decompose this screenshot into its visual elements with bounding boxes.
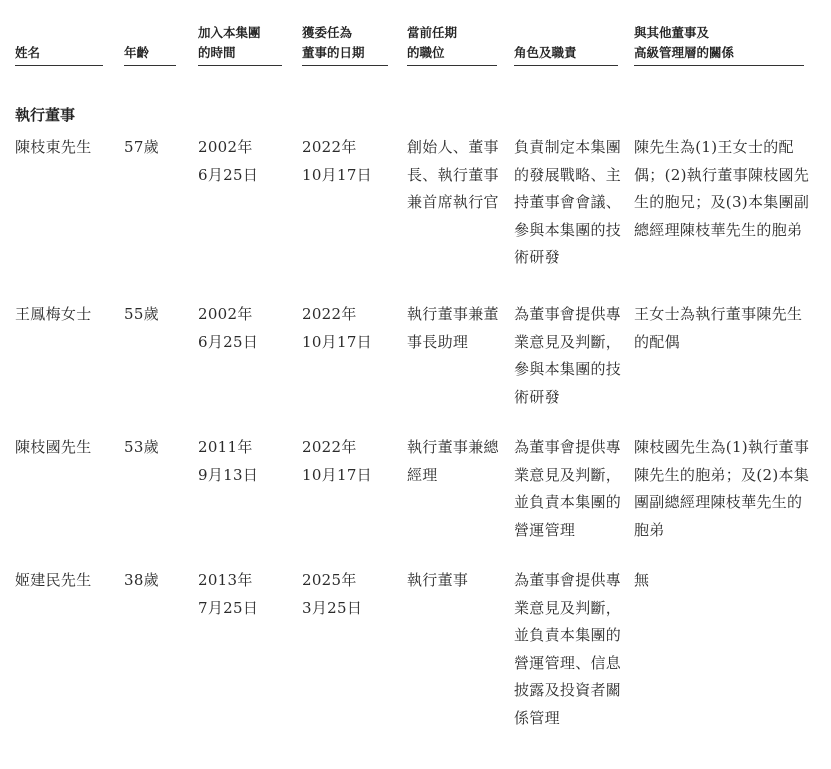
- cell-age: 38歲: [124, 571, 159, 589]
- cell-role: 為董事會提供專 業意見及判斷， 參與本集團的技 術研發: [514, 305, 622, 406]
- cell-relation: 王女士為執行董事陳先生 的配偶: [634, 305, 803, 351]
- header-rule: [514, 65, 618, 66]
- header-rule: [407, 65, 497, 66]
- header-join-date-label: 加入本集團 的時間: [198, 25, 261, 60]
- header-join-date: [198, 18, 282, 63]
- cell-position: 執行董事兼董 事長助理: [407, 305, 499, 351]
- section-title: 執行董事: [15, 106, 76, 124]
- header-rule: [634, 65, 804, 66]
- header-relation: [634, 18, 804, 63]
- cell-name: 姬建民先生: [15, 571, 92, 589]
- header-appoint-date-label: 獲委任為 董事的日期: [302, 25, 365, 60]
- cell-appoint-date: 2022年 10月17日: [302, 438, 372, 484]
- cell-role: 為董事會提供專 業意見及判斷， 並負責本集團的 營運管理: [514, 438, 622, 539]
- cell-appoint-date: 2025年 3月25日: [302, 571, 363, 617]
- header-role: [514, 18, 618, 63]
- cell-join-date: 2002年 6月25日: [198, 305, 259, 351]
- cell-role: 負責制定本集團 的發展戰略、主 持董事會會議、 參與本集團的技 術研發: [514, 138, 622, 266]
- header-appoint-date: [302, 18, 388, 63]
- cell-age: 57歲: [124, 138, 159, 156]
- cell-relation: 陳先生為(1)王女士的配 偶；(2)執行董事陳枝國先 生的胞兄；及(3)本集團副 總經理陳枝華先生的胞弟: [634, 138, 810, 239]
- cell-relation: 無: [634, 571, 650, 589]
- header-relation-label: 與其他董事及 高級管理層的關係: [634, 25, 735, 60]
- cell-name: 陳枝東先生: [15, 138, 92, 156]
- cell-join-date: 2002年 6月25日: [198, 138, 259, 184]
- cell-name: 王鳳梅女士: [15, 305, 92, 323]
- cell-position: 執行董事: [407, 571, 469, 589]
- header-rule: [15, 65, 103, 66]
- header-rule: [124, 65, 176, 66]
- header-name-label: 姓名: [15, 45, 41, 60]
- header-rule: [198, 65, 282, 66]
- cell-join-date: 2013年 7月25日: [198, 571, 259, 617]
- header-rule: [302, 65, 388, 66]
- header-name: [15, 18, 103, 63]
- cell-join-date: 2011年 9月13日: [198, 438, 259, 484]
- header-age-label: 年齡: [124, 45, 150, 60]
- cell-age: 55歲: [124, 305, 159, 323]
- header-position: [407, 18, 497, 63]
- cell-position: 創始人、董事 長、執行董事 兼首席執行官: [407, 138, 499, 211]
- cell-appoint-date: 2022年 10月17日: [302, 138, 372, 184]
- cell-appoint-date: 2022年 10月17日: [302, 305, 372, 351]
- cell-relation: 陳枝國先生為(1)執行董事 陳先生的胞弟；及(2)本集 團副總經理陳枝華先生的 胞弟: [634, 438, 810, 539]
- header-position-label: 當前任期 的職位: [407, 25, 458, 60]
- cell-age: 53歲: [124, 438, 159, 456]
- cell-name: 陳枝國先生: [15, 438, 92, 456]
- header-role-label: 角色及職責: [514, 45, 577, 60]
- cell-role: 為董事會提供專 業意見及判斷， 並負責本集團的 營運管理、信息 披露及投資者關 係管理: [514, 571, 622, 727]
- cell-position: 執行董事兼總 經理: [407, 438, 499, 484]
- header-age: [124, 18, 176, 63]
